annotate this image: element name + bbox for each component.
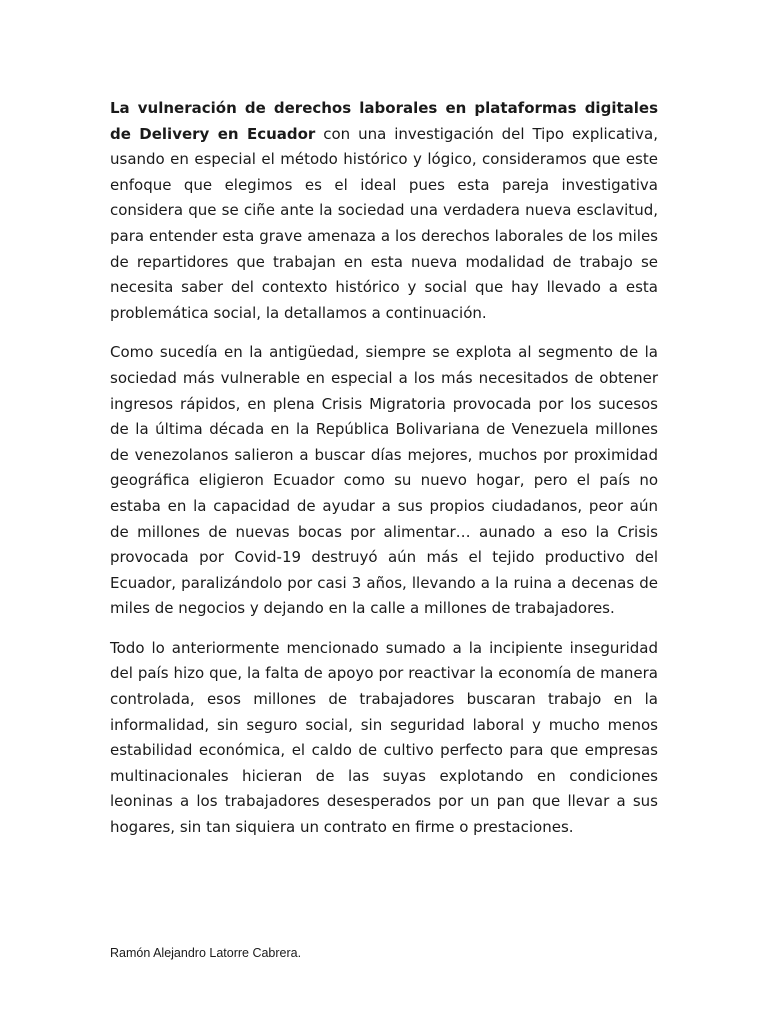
paragraph-3: Todo lo anteriormente mencionado sumado a la incipiente inseguridad del país hizo que, la falta de apoyo por reactivar la economía de manera controlada, esos millones de trabajadores buscaran trabajo en la informalidad, sin seguro social, sin seguridad laboral y mucho menos estabilidad económica, el caldo de cultivo perfecto para que empresas multinacionales hicieran de las suyas explotando en condiciones leoninas a los trabajadores desesperados por un pan que llevar a sus hogares, sin tan siquiera un contrato en firme o prestaciones. (110, 638, 658, 837)
footer-author: Ramón Alejandro Latorre Cabrera. (110, 946, 302, 960)
paragraph-1 (110, 96, 658, 326)
paragraph-1-text: con una investigación del Tipo explicativa, usando en especial el método histórico y lógico, consideramos que este enfoque que elegimos es el ideal pues esta pareja investigativa considera que se ciñe ante la sociedad una verdadera nueva esclavitud, para entender esta grave amenaza a los derechos laborales de los miles de repartidores que trabajan en esta nueva modalidad de trabajo se necesita saber del contexto histórico y social que hay llevado a esta problemática social, la detallamos a continuación. (110, 124, 658, 322)
paragraph-1-bold-title: La vulneración de derechos laborales en plataformas digitales de Delivery en Ecuador (110, 99, 658, 143)
document-body (110, 96, 658, 855)
paragraph-2: Como sucedía en la antigüedad, siempre se explota al segmento de la sociedad más vulnerable en especial a los más necesitados de obtener ingresos rápidos, en plena Crisis Migratoria provocada por los sucesos de la última década en la República Bolivariana de Venezuela millones de venezolanos salieron a buscar días mejores, muchos por proximidad geográfica eligieron Ecuador como su nuevo hogar, pero el país no estaba en la capacidad de ayudar a sus propios ciudadanos, peor aún de millones de nuevas bocas por alimentar… aunado a eso la Crisis provocada por Covid-19 destruyó aún más el tejido productivo del Ecuador, paralizándolo por casi 3 años, llevando a la ruina a decenas de miles de negocios y dejando en la calle a millones de trabajadores. (110, 343, 658, 618)
